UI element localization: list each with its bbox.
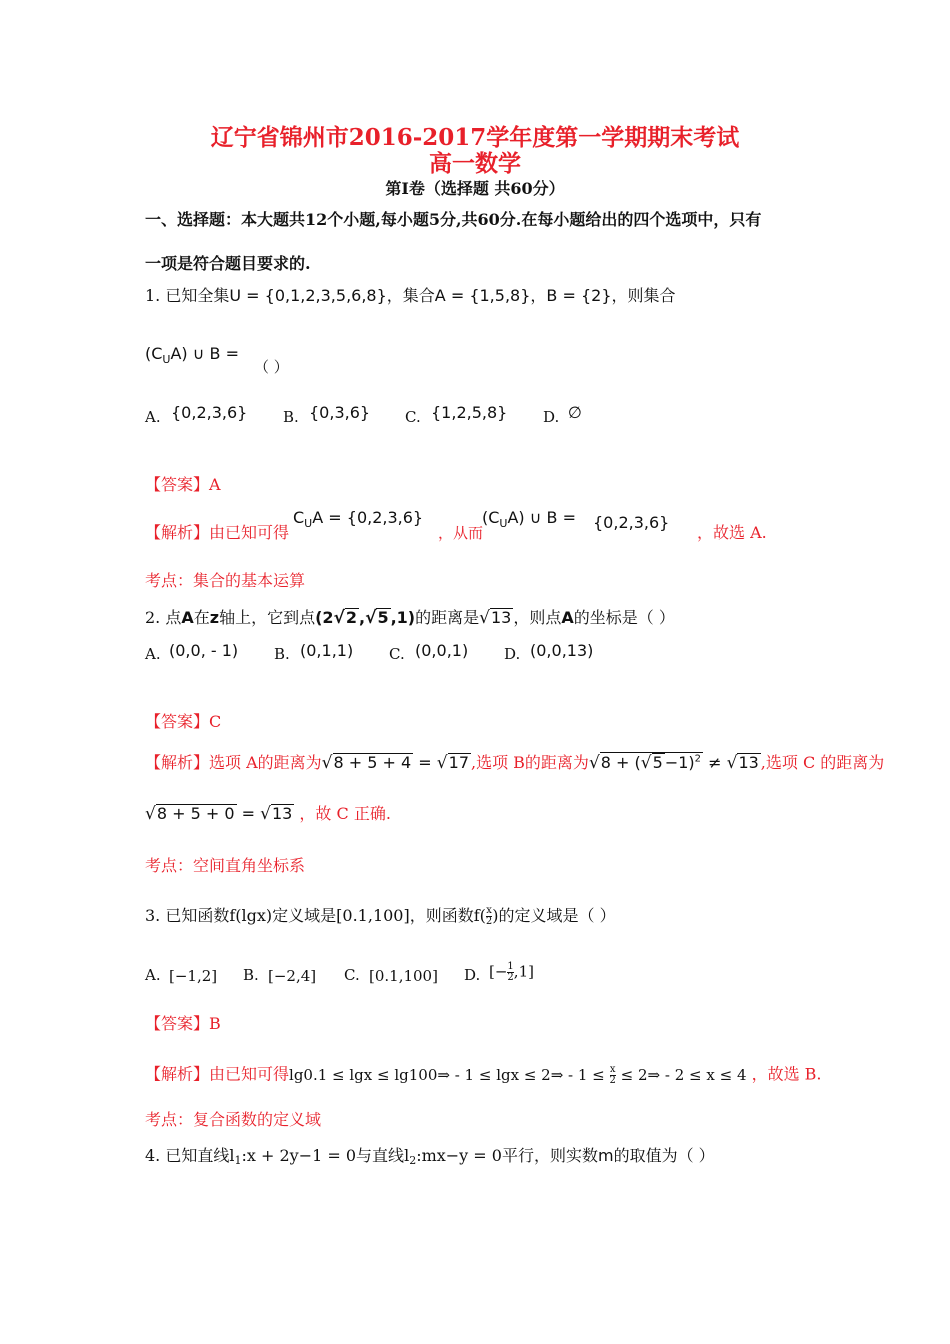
q3-option-b-label: B. — [243, 966, 259, 984]
sqrt-icon: √ — [333, 608, 345, 628]
sqrt-icon: √ — [260, 804, 271, 824]
sqrt-icon: √ — [640, 753, 652, 773]
q1-analysis-label: 【解析】由已知可得 — [145, 523, 290, 542]
q3-option-a-label: A. — [145, 966, 161, 984]
sqrt-icon: √ — [726, 753, 738, 773]
q1-option-a: {0,2,3,6} — [171, 403, 248, 422]
q1-option-c-label: C. — [405, 408, 421, 426]
sqrt-icon: √ — [321, 753, 333, 773]
q1-option-d-label: D. — [543, 408, 560, 426]
q2-stem: 2. 点A在z轴上，它到点(2√2 ,√5 ,1)的距离是√13 ，则点A的坐标是（ ） — [145, 608, 675, 628]
part-heading: 第Ⅰ卷（选择题 共60分） — [385, 179, 565, 198]
q2-analysis-line1: 【解析】选项 A的距离为√8 + 5 + 4 = √17 ,选项 B的距离为$√8 + (√5 -1)^2 \ne √13$ ,选项 C 的距离为 — [145, 753, 885, 773]
q3-option-a: [−1,2] — [169, 967, 218, 985]
q2-option-c-label: C. — [389, 645, 405, 663]
q1-option-c: {1,2,5,8} — [431, 403, 508, 422]
q1-answer: 【答案】A — [145, 475, 221, 494]
q1-set-a: A = {1,5,8} — [434, 286, 531, 305]
q3-option-d: [− $\frac{1}{2}$ ,1] — [489, 961, 534, 983]
q2-distance: √13 — [479, 608, 512, 628]
q3-answer: 【答案】B — [145, 1014, 221, 1033]
q1-analysis-math3: {0,2,3,6} — [593, 513, 670, 532]
sqrt-icon: √ — [365, 608, 377, 628]
q1-set-u: U = {0,1,2,3,5,6,8} — [229, 286, 387, 305]
q2-option-c: (0,0,1) — [415, 641, 469, 660]
q3-option-d-label: D. — [464, 966, 481, 984]
sqrt-icon: √ — [479, 608, 490, 628]
q1-answer-blank: （ ） — [254, 358, 289, 376]
q2-option-b-label: B. — [274, 645, 290, 663]
q1-analysis-mid: ，从而 — [438, 524, 484, 542]
q1-option-b: {0,3,6} — [309, 403, 371, 422]
sqrt-icon: √ — [436, 753, 448, 773]
doc-subtitle: 高一数学 — [429, 150, 521, 177]
q4-stem: 4. 已知直线l1:x + 2y−1 = 0与直线l2:mx−y = 0平行，则实数m的取值为（ ） — [145, 1146, 715, 1167]
doc-title: 辽宁省锦州市2016-2017学年度第一学期期末考试 — [210, 124, 740, 151]
q3-stem: 3. 已知函数f(lgx)定义域是[0.1,100]，则函数f( $\frac{x}{2}$ )的定义域是（ ） — [145, 905, 616, 927]
q1-analysis-math1: $C_UA = \{0,2,3,6\}$ — [293, 508, 424, 530]
q2-option-d-label: D. — [504, 645, 521, 663]
q1-knowledge-point: 考点：集合的基本运算 — [145, 571, 306, 590]
q1-option-b-label: B. — [283, 408, 299, 426]
q2-option-a-label: A. — [145, 645, 161, 663]
q2-point-coord: (2√2 ,√5 ,1) — [315, 608, 416, 628]
sqrt-icon: √ — [145, 804, 156, 824]
q2-analysis-line2: √8 + 5 + 0 = √13 ，故 C 正确. — [145, 804, 391, 824]
q3-option-c-label: C. — [344, 966, 360, 984]
q2-answer: 【答案】C — [145, 712, 222, 731]
q2-knowledge-point: 考点：空间直角坐标系 — [145, 856, 306, 875]
q3-option-b: [−2,4] — [268, 967, 317, 985]
q1-expression: $(C_UA)$ ∪ B = — [145, 344, 240, 366]
q1-option-a-label: A. — [145, 408, 161, 426]
section-instruction-line2: 一项是符合题目要求的. — [145, 254, 311, 273]
q1-stem: 1. 已知全集U = {0,1,2,3,5,6,8}，集合A = {1,5,8}，B = {2}，则集合 — [145, 286, 676, 305]
q1-option-d: ∅ — [568, 403, 582, 422]
q2-option-a: (0,0, - 1) — [169, 641, 239, 660]
q3-option-c: [0.1,100] — [369, 967, 438, 985]
q1-set-b: B = {2} — [546, 286, 612, 305]
q1-analysis-end: ，故选 A. — [697, 523, 767, 542]
q2-option-d: (0,0,13) — [530, 641, 594, 660]
q3-analysis: 【解析】由已知可得lg0.1 ≤ lgx ≤ lg100⇒ - 1 ≤ lgx ≤ 2⇒ - 1 ≤ $\frac{x}{2}$ ≤ 2⇒ - 2 ≤ x ≤ 4 ，故选 B. — [145, 1064, 822, 1086]
q2-option-b: (0,1,1) — [300, 641, 354, 660]
sqrt-icon: √ — [588, 753, 600, 773]
q1-analysis-math2: $(C_UA)$ ∪ B = — [482, 508, 577, 530]
section-instruction-line1: 一、选择题：本大题共12个小题,每小题5分,共60分.在每小题给出的四个选项中，只有 — [145, 210, 762, 229]
q3-knowledge-point: 考点：复合函数的定义域 — [145, 1110, 322, 1129]
